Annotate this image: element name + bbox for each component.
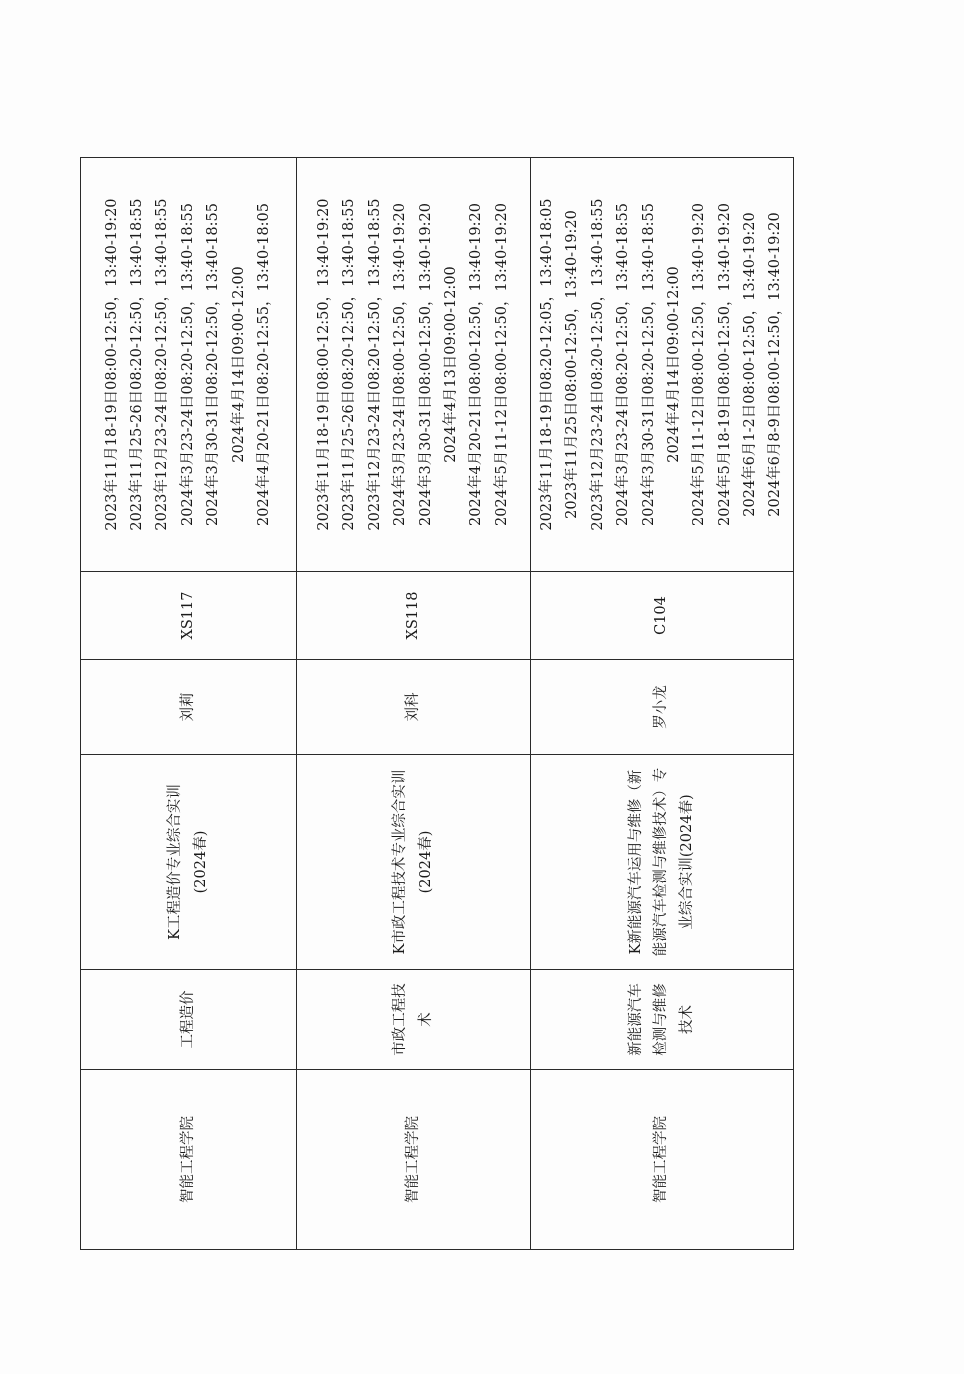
times-cell [531,158,794,572]
course-cell: K市政工程技术专业综合实训(2024春) [297,755,531,970]
major-cell: 工程造价 [81,970,297,1070]
time-slot: 2024年5月11-12日08:00-12:50，13:40-19:20 [493,203,510,526]
room-cell: XS117 [81,572,297,660]
room-cell: XS118 [297,572,531,660]
time-slot: 2023年11月18-19日08:20-12:05，13:40-18:05 [539,198,555,531]
time-slot: 2024年4月20-21日08:20-12:55，13:40-18:05 [255,203,272,526]
times-cell [81,158,297,572]
teacher-cell: 刘科 [297,660,531,755]
time-slot: 2023年11月18-19日08:00-12:50，13:40-19:20 [316,198,332,531]
times-cell [297,158,531,572]
time-slot: 2023年12月23-24日08:20-12:50，13:40-18:55 [154,198,171,531]
time-slot: 2024年3月30-31日08:20-12:50，13:40-18:55 [205,203,222,526]
major-cell: 新能源汽车检测与维修技术 [531,970,794,1070]
training-schedule-table [80,157,794,1250]
time-slot: 2024年6月8-9日08:00-12:50，13:40-19:20 [767,212,784,517]
room-cell: C104 [531,572,794,660]
time-slot: 2024年3月23-24日08:20-12:50，13:40-18:55 [615,203,632,526]
table-row [297,158,531,1250]
time-slot: 2024年4月13日09:00-12:00 [442,266,459,463]
time-slot: 2024年3月30-31日08:00-12:50，13:40-19:20 [417,203,434,526]
time-slot: 2024年4月14日09:00-12:00 [230,266,247,463]
time-slot: 2023年12月23-24日08:20-12:50，13:40-18:55 [366,198,383,531]
time-slot: 2023年11月25-26日08:20-12:50，13:40-18:55 [129,198,146,531]
major-cell: 市政工程技术 [297,970,531,1070]
time-slot: 2024年5月11-12日08:00-12:50，13:40-19:20 [691,203,708,526]
teacher-cell: 罗小龙 [531,660,794,755]
time-slot: 2024年6月1-2日08:00-12:50，13:40-19:20 [742,212,758,517]
time-slot: 2023年11月18-19日08:00-12:50，13:40-19:20 [103,198,120,531]
course-cell: K工程造价专业综合实训(2024春) [81,755,297,970]
college-cell: 智能工程学院 [531,1070,794,1250]
time-slot: 2024年4月20-21日08:00-12:50，13:40-19:20 [468,203,485,526]
college-cell: 智能工程学院 [297,1070,531,1250]
time-slot: 2023年12月23-24日08:20-12:50，13:40-18:55 [589,198,606,531]
table-row [81,158,297,1250]
time-slot: 2024年4月14日09:00-12:00 [665,266,682,463]
time-slot: 2024年3月23-24日08:00-12:50，13:40-19:20 [392,203,409,526]
time-slot: 2024年3月30-31日08:20-12:50，13:40-18:55 [640,203,657,526]
teacher-cell: 刘莉 [81,660,297,755]
time-slot: 2023年11月25-26日08:20-12:50，13:40-18:55 [341,198,358,531]
time-slot: 2023年11月25日08:00-12:50，13:40-19:20 [564,210,581,519]
time-slot: 2024年5月18-19日08:00-12:50，13:40-19:20 [716,203,733,526]
college-cell: 智能工程学院 [81,1070,297,1250]
course-cell: K新能源汽车运用与维修（新能源汽车检测与维修技术）专业综合实训(2024春) [531,755,794,970]
time-slot: 2024年3月23-24日08:20-12:50，13:40-18:55 [179,203,196,526]
table-row [531,158,794,1250]
schedule-table-wrapper [80,158,792,1250]
